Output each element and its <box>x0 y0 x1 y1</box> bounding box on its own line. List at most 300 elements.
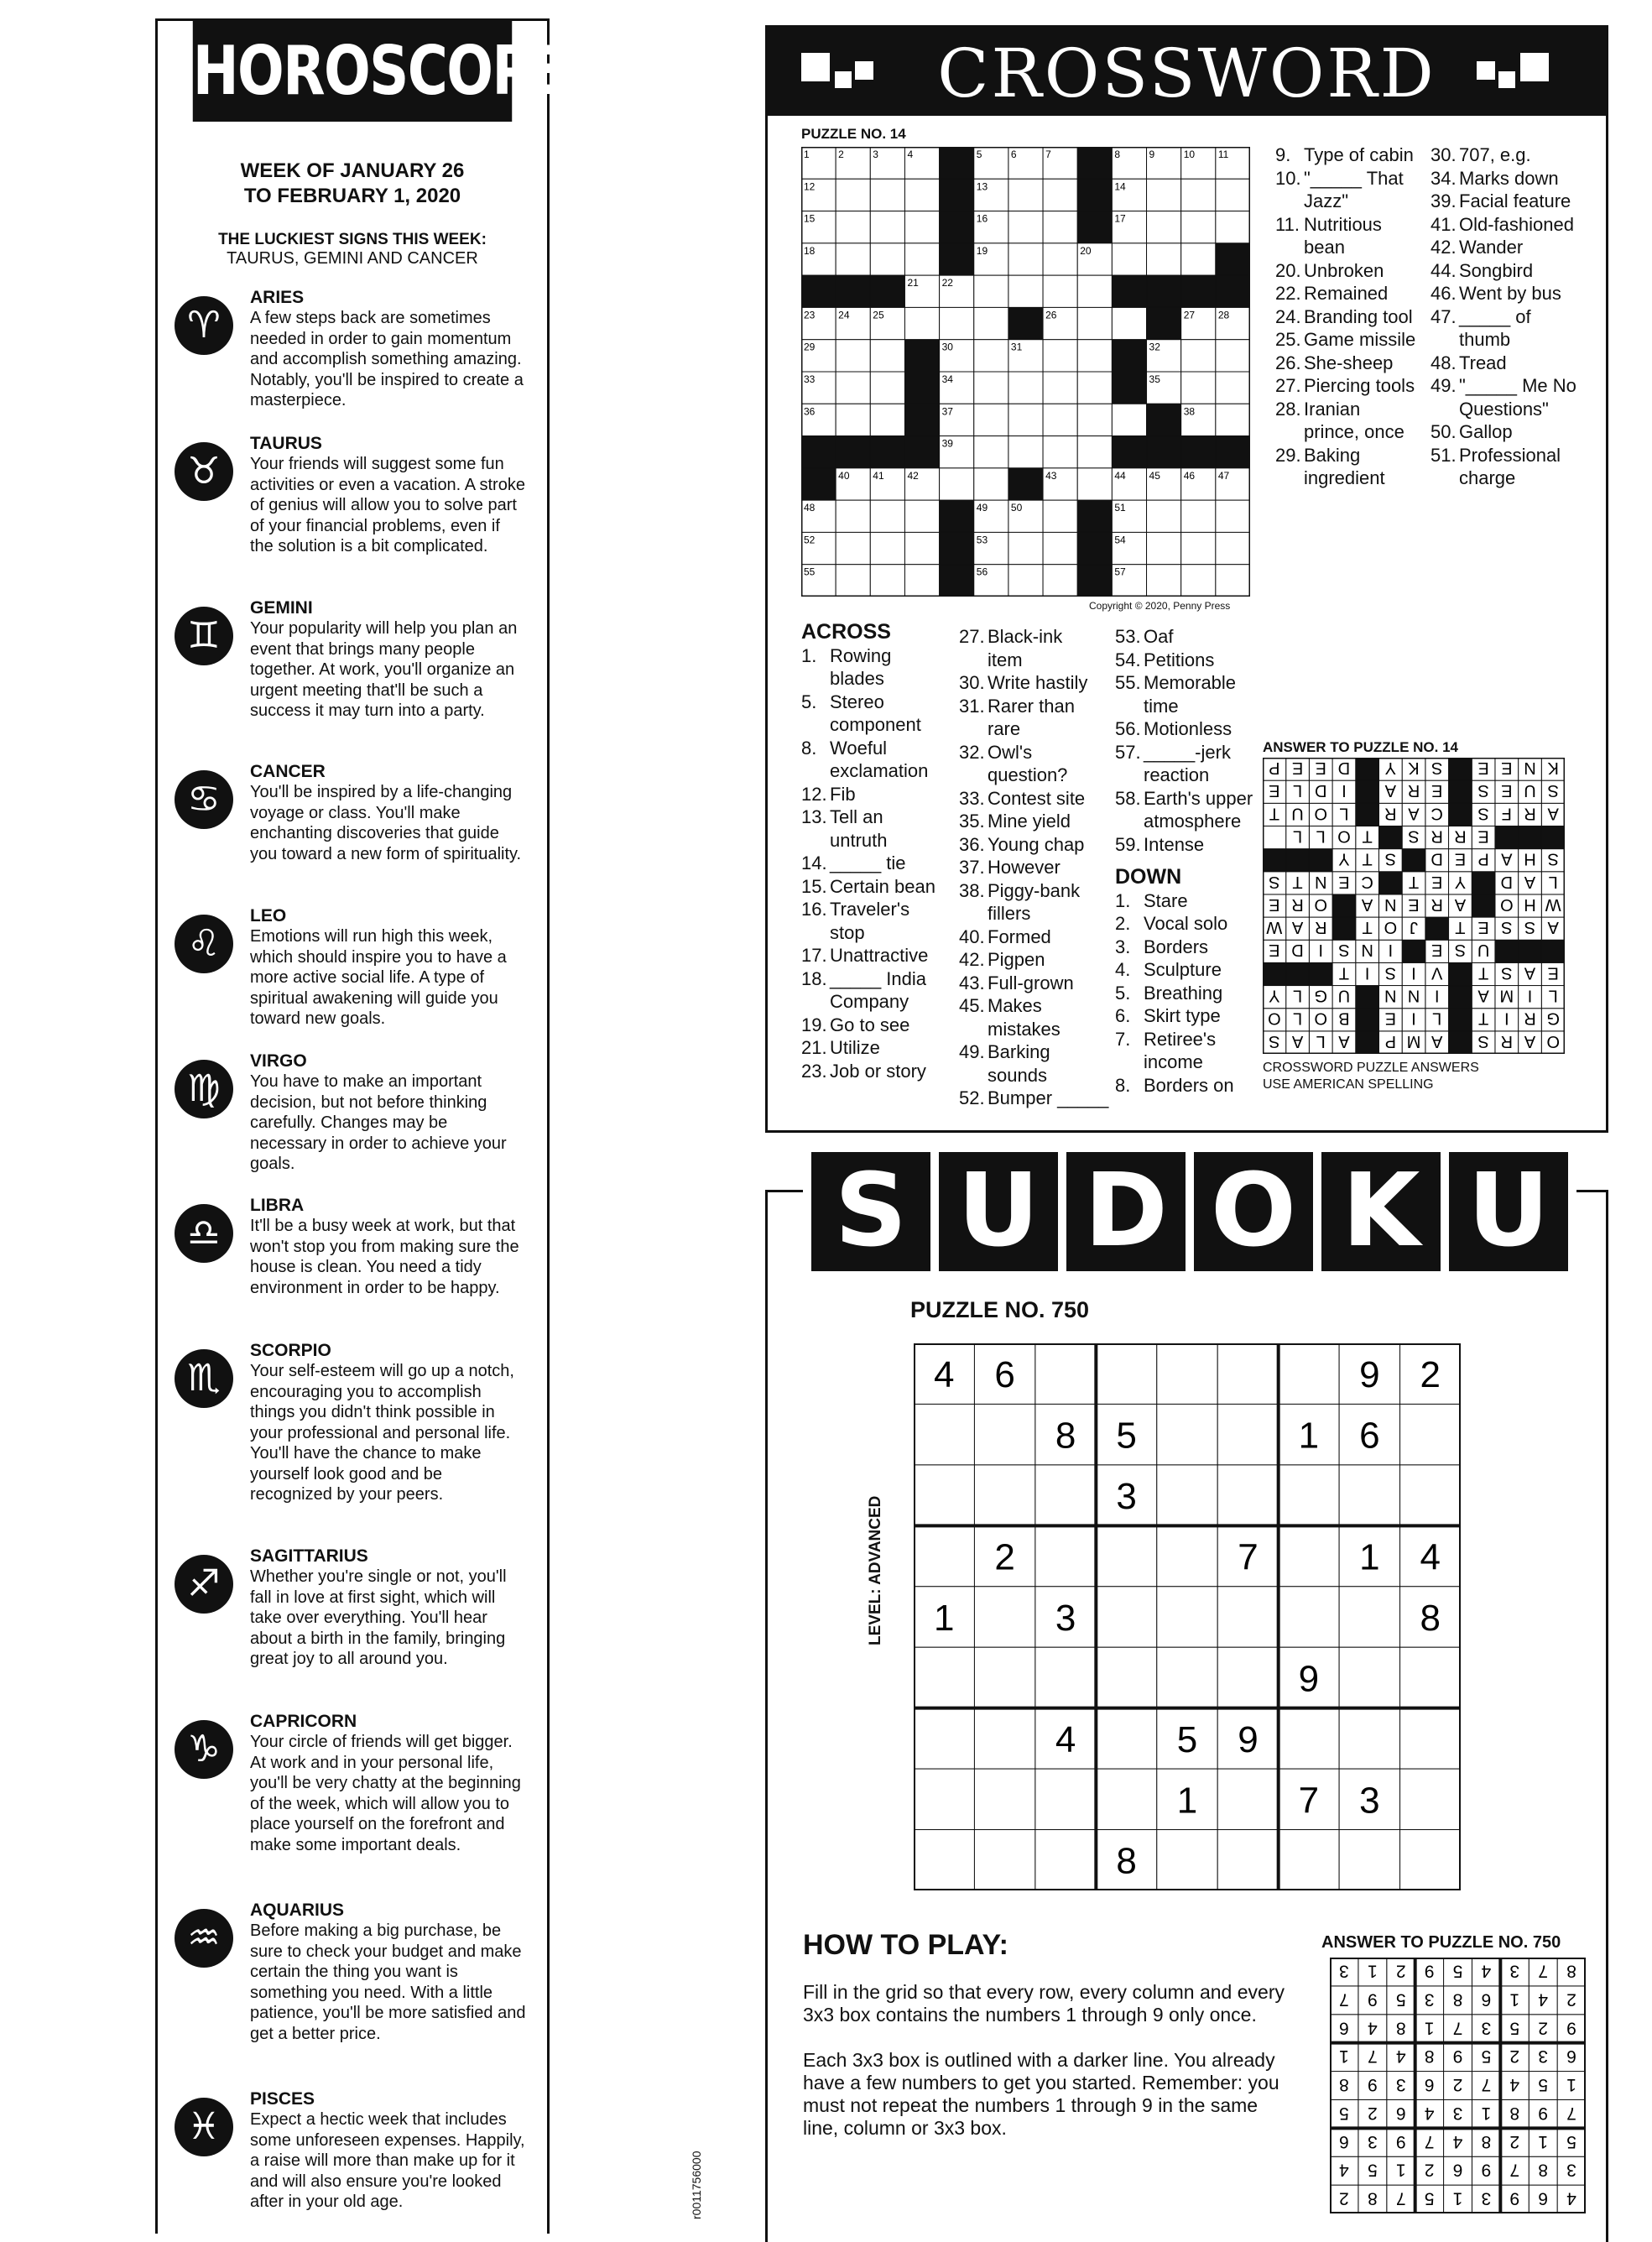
clue-text: Utilize <box>830 1037 880 1058</box>
sudoku-digit: 9 <box>1367 1989 1378 2010</box>
clue <box>801 644 961 691</box>
answer-letter: A <box>1431 1031 1443 1051</box>
clue-number: 25. <box>1275 329 1301 350</box>
sign-libra <box>175 1196 527 1298</box>
clues-across-col1 <box>801 621 961 1082</box>
sudoku-title <box>803 1152 1576 1271</box>
answer-letter: L <box>1548 872 1558 891</box>
sudoku-digit: 1 <box>1298 1415 1320 1457</box>
sudoku-cell <box>974 1708 1034 1769</box>
answer-letter: S <box>1501 963 1513 983</box>
answer-note-line-1: CROSSWORD PUZZLE ANSWERS <box>1263 1061 1479 1075</box>
sudoku-cell <box>974 1587 1034 1647</box>
crossword-grid <box>801 147 1250 597</box>
crossword-cell <box>1216 565 1250 597</box>
clue-text: Bumper _____ <box>988 1087 1109 1108</box>
answer-letter: T <box>1338 963 1350 983</box>
sudoku-cell <box>1279 1465 1339 1525</box>
answer-letter: E <box>1291 758 1304 777</box>
clue <box>1115 958 1266 982</box>
sudoku-digit: 3 <box>1481 2188 1492 2208</box>
clue <box>1431 352 1598 375</box>
crossword-cell <box>1181 500 1216 532</box>
horoscope-title: HOROSCOPE <box>193 21 512 122</box>
answer-letter: R <box>1500 1031 1513 1051</box>
answer-letter: S <box>1431 758 1443 777</box>
crossword-cell-number: 44 <box>1114 469 1126 482</box>
clue-number: 48. <box>1431 352 1457 373</box>
sudoku-cell <box>1400 1769 1461 1829</box>
clue-number: 6. <box>1115 1005 1131 1026</box>
sudoku-digit: 6 <box>1452 2160 1463 2180</box>
clue <box>1275 213 1435 259</box>
clue <box>1275 352 1435 375</box>
libra-icon: ♎ <box>175 1204 233 1263</box>
clue-text: Borders <box>1144 936 1209 957</box>
sudoku-digit: 7 <box>1481 2075 1492 2095</box>
crossword-cell-number: 18 <box>804 244 816 257</box>
clue-text: "_____ That Jazz" <box>1304 167 1404 211</box>
crossword-cell <box>1181 211 1216 243</box>
sign-pisces <box>175 2089 527 2213</box>
clue-text: Go to see <box>830 1014 910 1035</box>
clue-text: Gallop <box>1459 421 1513 442</box>
answer-letter: A <box>1454 894 1467 914</box>
clue <box>801 1014 961 1037</box>
answer-letter: Y <box>1454 872 1467 891</box>
answer-letter: S <box>1384 963 1396 983</box>
clue-list <box>1115 625 1266 856</box>
sudoku-cell <box>1339 1465 1399 1525</box>
clue <box>1115 936 1266 959</box>
clue-number: 52. <box>959 1087 985 1108</box>
clue-text: Facial feature <box>1459 190 1571 211</box>
sudoku-digit: 8 <box>1566 1961 1576 1981</box>
answer-block <box>1356 780 1379 803</box>
answer-letter: R <box>1431 894 1443 914</box>
crossword-cell <box>904 211 939 243</box>
crossword-cell <box>1147 211 1181 243</box>
answer-letter: R <box>1454 826 1467 846</box>
sudoku-cell <box>914 1708 974 1769</box>
crossword-cell <box>1008 211 1043 243</box>
clue-text: Remained <box>1304 283 1389 304</box>
sudoku-digit: 9 <box>1566 2018 1576 2038</box>
crossword-block <box>1112 372 1146 404</box>
crossword-cell <box>836 340 870 372</box>
clue-text: Stare <box>1144 889 1188 911</box>
clue-text: Old-fashioned <box>1459 213 1574 235</box>
answer-letter: U <box>1291 804 1304 823</box>
deco-block-icon <box>855 61 873 80</box>
crossword-cell <box>904 565 939 597</box>
sudoku-cell <box>1035 1343 1096 1404</box>
answer-letter: L <box>1292 1009 1303 1028</box>
clue-text: Unbroken <box>1304 259 1384 281</box>
answer-letter: N <box>1361 941 1373 960</box>
answer-letter: L <box>1432 1009 1442 1028</box>
clue <box>1115 625 1266 649</box>
crossword-block <box>870 436 904 468</box>
clue-text: Fib <box>830 783 856 805</box>
clue-number: 3. <box>1115 936 1131 957</box>
crossword-block <box>904 404 939 435</box>
crossword-cell-number: 55 <box>804 566 816 578</box>
crossword-cell <box>1043 340 1077 372</box>
sign-aries <box>175 288 527 411</box>
clue-number: 32. <box>959 741 985 763</box>
answer-letter: R <box>1431 826 1443 846</box>
sign-cancer <box>175 762 527 864</box>
answer-letter: E <box>1501 781 1513 800</box>
sudoku-digit: 6 <box>1538 2188 1549 2208</box>
clue-number: 59. <box>1115 833 1141 855</box>
answer-letter: U <box>1337 986 1351 1005</box>
clue-text: Skirt type <box>1144 1005 1221 1026</box>
crossword-cell <box>1008 436 1043 468</box>
crossword-block <box>1008 307 1043 339</box>
clue-text: Memorable time <box>1144 672 1237 717</box>
clue-number: 28. <box>1275 398 1301 420</box>
crossword-cell-number: 29 <box>804 341 816 353</box>
answer-letter: W <box>1545 894 1561 914</box>
sudoku-digit: 9 <box>1424 1961 1435 1981</box>
sudoku-digit: 4 <box>1395 2046 1406 2067</box>
crossword-block <box>940 179 974 211</box>
taurus-icon: ♉ <box>175 442 233 501</box>
sudoku-digit: 2 <box>1566 1989 1576 2010</box>
answer-letter: T <box>1455 918 1466 937</box>
crossword-cell <box>1181 340 1216 372</box>
clue <box>1115 982 1266 1005</box>
crossword-block <box>801 275 836 307</box>
sign-text: Your self-esteem will go up a notch, encouraging you to accomplish things you didn't think possible in your professional and personal life. You'll have the chance to make yourself look good and be recognized by your peers. <box>250 1362 514 1504</box>
crossword-cell <box>1077 275 1112 307</box>
answer-letter: A <box>1384 781 1396 800</box>
crossword-cell-number: 2 <box>838 149 844 160</box>
sudoku-digit: 4 <box>1367 2018 1378 2038</box>
clue-text: _____ of thumb <box>1459 305 1531 350</box>
lucky-signs: TAURUS, GEMINI AND CANCER <box>227 249 478 268</box>
answer-letter: I <box>1503 1009 1509 1028</box>
sudoku-cell <box>974 1647 1034 1708</box>
crossword-block <box>1077 532 1112 564</box>
sign-name: CAPRICORN <box>250 1712 357 1731</box>
sudoku-cell <box>1096 1587 1156 1647</box>
clue <box>959 972 1118 995</box>
sign-name: CANCER <box>250 762 326 781</box>
crossword-cell <box>1043 211 1077 243</box>
clue-number: 26. <box>1275 352 1301 373</box>
sudoku-digit: 9 <box>1538 2103 1549 2123</box>
crossword-cell <box>1216 500 1250 532</box>
answer-letter: Y <box>1269 986 1280 1005</box>
crossword-cell-number: 34 <box>941 373 953 385</box>
week-line-2: TO FEBRUARY 1, 2020 <box>243 185 461 207</box>
answer-letter: C <box>1431 804 1443 823</box>
aries-icon: ♈ <box>175 296 233 355</box>
clues-down-col5 <box>1431 143 1598 490</box>
crossword-cell-number: 50 <box>1010 502 1023 514</box>
answer-letter: S <box>1501 918 1513 937</box>
crossword-block <box>1077 147 1112 179</box>
clue-text: Pigpen <box>988 949 1045 970</box>
sign-name: VIRGO <box>250 1051 307 1071</box>
sudoku-digit: 2 <box>1339 2188 1349 2208</box>
crossword-cell-number: 4 <box>907 149 914 160</box>
sudoku-digit: 1 <box>1509 1989 1520 2010</box>
sudoku-cell <box>1339 1647 1399 1708</box>
clue <box>1115 833 1266 857</box>
clue-number: 37. <box>959 857 985 878</box>
crossword-cell-number: 6 <box>1010 149 1017 160</box>
sudoku-digit: 8 <box>1452 1989 1463 2010</box>
crossword-cell-number: 15 <box>804 212 816 225</box>
crossword-cell-number: 7 <box>1045 149 1051 160</box>
clue-number: 57. <box>1115 741 1141 763</box>
sudoku-section <box>765 1153 1608 2242</box>
crossword-cell-number: 38 <box>1183 405 1196 418</box>
sudoku-digit: 6 <box>1339 2131 1349 2151</box>
clue-text: Game missile <box>1304 329 1416 350</box>
clue-number: 35. <box>959 811 985 832</box>
answer-block <box>1378 826 1402 848</box>
answer-letter: L <box>1292 986 1303 1005</box>
sudoku-digit: 6 <box>1481 1989 1492 2010</box>
answer-letter: G <box>1546 1009 1560 1028</box>
answer-letter: O <box>1314 804 1328 823</box>
answer-block <box>1541 940 1565 962</box>
sudoku-cell <box>1157 1587 1217 1647</box>
crossword-block <box>1112 340 1146 372</box>
howto-text <box>803 1981 1298 2162</box>
answer-letter: M <box>1406 1031 1421 1051</box>
sudoku-digit: 6 <box>994 1354 1015 1396</box>
crossword-cell <box>870 532 904 564</box>
answer-letter: I <box>1364 963 1370 983</box>
crossword-cell-number: 8 <box>1114 149 1121 160</box>
answer-letter: T <box>1477 963 1489 983</box>
answer-letter: K <box>1408 758 1420 777</box>
clue-text: Owl's question? <box>988 741 1068 785</box>
crossword-cell <box>974 468 1008 500</box>
howto-paragraph-1: Fill in the grid so that every row, every column and every 3x3 box contains the numbers 1 through 9 only once. <box>803 1981 1285 2026</box>
clue-number: 5. <box>801 691 817 712</box>
sudoku-digit: 5 <box>1481 2046 1492 2067</box>
crossword-cell-number: 14 <box>1114 180 1126 193</box>
crossword-cell-number: 24 <box>838 309 850 321</box>
answer-letter: N <box>1315 872 1327 891</box>
answer-letter: I <box>1318 941 1324 960</box>
crossword-cell <box>1181 565 1216 597</box>
clue-number: 49. <box>1431 375 1457 396</box>
answer-letter: P <box>1384 1031 1396 1051</box>
sudoku-digit: 4 <box>933 1354 955 1396</box>
clue <box>959 994 1118 1040</box>
sign-text: Emotions will run high this week, which should inspire you to have a more active social life. A type of spiritual awakening will guide you toward new goals. <box>250 927 507 1028</box>
crossword-cell-number: 45 <box>1149 469 1160 482</box>
clue-text: Woeful exclamation <box>830 737 929 781</box>
crossword-block <box>1181 275 1216 307</box>
crossword-cell <box>1043 436 1077 468</box>
crossword-cell <box>1216 211 1250 243</box>
crossword-cell-number: 56 <box>976 566 988 578</box>
crossword-answer-note <box>1263 1060 1479 1093</box>
howto-paragraph-2: Each 3x3 box is outlined with a darker line. You already have a few numbers to get you started. Remember: you must not repeat the numbers 1 through 9 in the same line, column or 3x3 box. <box>803 2049 1279 2139</box>
answer-block <box>1541 826 1565 848</box>
answer-block <box>1519 826 1542 848</box>
answer-letter: J <box>1410 918 1418 937</box>
answer-letter: E <box>1477 826 1489 846</box>
across-heading: ACROSS <box>801 620 891 644</box>
down-heading: DOWN <box>1115 865 1182 889</box>
sudoku-cell <box>1096 1343 1156 1404</box>
clue <box>1115 787 1266 833</box>
answer-block <box>1309 962 1332 985</box>
answer-block <box>1402 849 1425 872</box>
sudoku-cell <box>1217 1830 1278 1890</box>
clue-text: Young chap <box>988 833 1085 855</box>
answer-block <box>1356 1031 1379 1054</box>
crossword-cell <box>1077 436 1112 468</box>
clue <box>1431 259 1598 283</box>
sudoku-digit: 4 <box>1509 2075 1520 2095</box>
crossword-cell <box>870 243 904 275</box>
clue-number: 36. <box>959 833 985 855</box>
crossword-cell <box>1216 372 1250 404</box>
crossword-cell <box>836 404 870 435</box>
sign-text: Expect a hectic week that includes some unforeseen expenses. Happily, a raise will more than make up for it and will also ensure you're looked after in your old age. <box>250 2110 525 2211</box>
crossword-block <box>940 147 974 179</box>
clue-text: Professional charge <box>1459 444 1561 488</box>
clue-number: 5. <box>1115 982 1131 1004</box>
crossword-cell <box>974 404 1008 435</box>
answer-letter: O <box>1499 894 1514 914</box>
sign-text: A few steps back are sometimes needed in order to gain momentum and accomplish something amazing. Notably, you'll be inspired to create a masterpiece. <box>250 309 524 409</box>
clue-text: Barking sounds <box>988 1041 1050 1086</box>
sudoku-cell <box>914 1525 974 1586</box>
clue <box>1115 1074 1266 1098</box>
answer-letter: O <box>1337 826 1351 846</box>
crossword-cell-number: 9 <box>1149 149 1155 160</box>
answer-letter: S <box>1477 1031 1489 1051</box>
deco-block-icon <box>835 71 852 88</box>
answer-letter: D <box>1500 872 1513 891</box>
answer-cell <box>1263 826 1286 848</box>
clue-number: 17. <box>801 945 827 966</box>
sudoku-digit: 3 <box>1452 2103 1463 2123</box>
virgo-icon: ♍ <box>175 1060 233 1118</box>
answer-block <box>1519 940 1542 962</box>
sign-text: Your circle of friends will get bigger. At work and in your personal life, you'll be very chatty at the beginning of the week, which will allow you to place yourself on the forefront and make some important deals. <box>250 1733 521 1854</box>
sudoku-digit: 5 <box>1452 1961 1463 1981</box>
crossword-cell <box>940 468 974 500</box>
crossword-block <box>1147 275 1181 307</box>
clue-text: Piercing tools <box>1304 375 1415 396</box>
sudoku-digit: 6 <box>1395 2103 1406 2123</box>
clue-text: Tell an untruth <box>830 806 888 851</box>
clue-text: Nutritious bean <box>1304 213 1382 258</box>
answer-letter: E <box>1431 941 1443 960</box>
crossword-cell <box>1216 404 1250 435</box>
answer-letter: A <box>1501 849 1513 868</box>
gemini-icon: ♊ <box>175 607 233 665</box>
deco-block-icon <box>1477 61 1495 80</box>
crossword-answer-heading: ANSWER TO PUZZLE NO. 14 <box>1263 739 1458 755</box>
sudoku-digit: 3 <box>1339 1961 1349 1981</box>
clue-number: 2. <box>1115 913 1131 934</box>
clue <box>959 625 1118 671</box>
answer-letter: A <box>1338 1031 1350 1051</box>
sudoku-cell <box>1279 1708 1339 1769</box>
clue-list <box>1431 143 1598 490</box>
crossword-cell <box>1008 243 1043 275</box>
clue <box>1431 374 1598 420</box>
sudoku-digit: 9 <box>1452 2046 1463 2067</box>
sudoku-cell <box>1279 1587 1339 1647</box>
sign-taurus <box>175 434 527 557</box>
clue <box>1275 444 1435 490</box>
clue-text: _____ India Company <box>830 967 926 1012</box>
answer-letter: H <box>1524 849 1536 868</box>
clue <box>801 806 961 852</box>
horoscope-week <box>158 159 547 209</box>
sudoku-cell <box>1096 1708 1156 1769</box>
clue-number: 14. <box>801 852 827 873</box>
sudoku-digit: 9 <box>1238 1718 1259 1760</box>
crossword-cell <box>974 340 1008 372</box>
crossword-cell <box>974 372 1008 404</box>
crossword-cell-number: 30 <box>941 341 953 353</box>
deco-block-icon <box>1520 53 1549 81</box>
sudoku-digit: 1 <box>1452 2188 1463 2208</box>
sign-name: SCORPIO <box>250 1341 331 1360</box>
answer-letter: A <box>1291 918 1304 937</box>
clue <box>801 783 961 806</box>
crossword-block <box>1077 179 1112 211</box>
clue-number: 30. <box>959 672 985 693</box>
sudoku-digit: 9 <box>1509 2188 1520 2208</box>
crossword-block <box>1216 275 1250 307</box>
clues-across-col2 <box>959 625 1118 1110</box>
crossword-block <box>940 565 974 597</box>
answer-letter: O <box>1268 1009 1281 1028</box>
sudoku-cell <box>974 1465 1034 1525</box>
clue-text: Wander <box>1459 237 1524 258</box>
sudoku-digit: 9 <box>1367 2075 1378 2095</box>
clue-number: 22. <box>1275 283 1301 304</box>
sudoku-cell <box>1339 1708 1399 1769</box>
crossword-cell <box>1077 307 1112 339</box>
sudoku-digit: 4 <box>1055 1718 1076 1760</box>
answer-letter: L <box>1548 986 1558 1005</box>
clue <box>959 948 1118 972</box>
clue-text: Mine yield <box>988 811 1071 832</box>
answer-letter: S <box>1524 918 1536 937</box>
crossword-cell-number: 49 <box>976 502 988 514</box>
horoscope-column <box>155 18 567 2234</box>
clue <box>801 691 961 737</box>
crossword-cell <box>1008 372 1043 404</box>
crossword-cell-number: 32 <box>1149 341 1160 353</box>
leo-icon: ♌ <box>175 915 233 973</box>
clue-text: Petitions <box>1144 649 1215 670</box>
sudoku-cell <box>1217 1343 1278 1404</box>
crossword-cell-number: 46 <box>1183 469 1196 482</box>
crossword-block <box>940 243 974 275</box>
sudoku-digit: 5 <box>1176 1718 1198 1760</box>
crossword-cell <box>1043 372 1077 404</box>
